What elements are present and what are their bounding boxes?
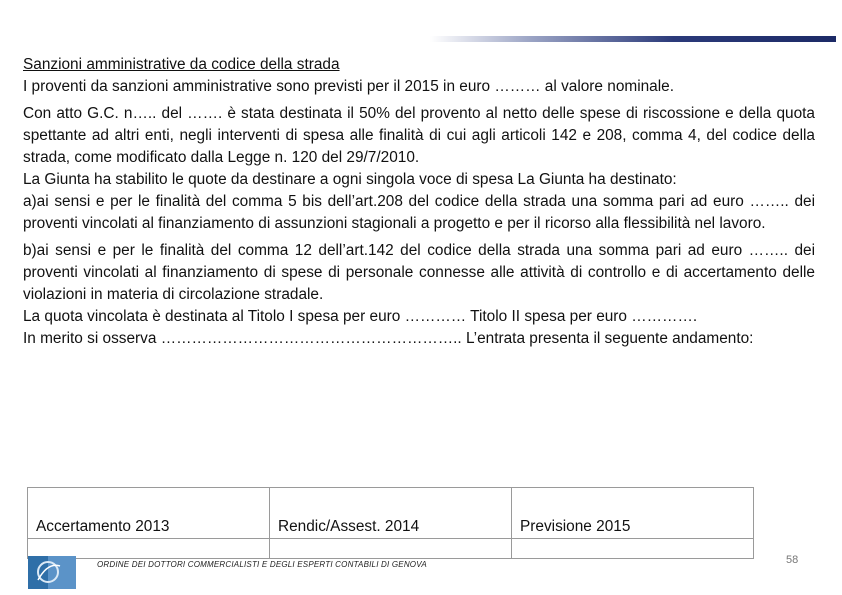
table-cell: [270, 539, 512, 559]
footer-organization: ORDINE DEI DOTTORI COMMERCIALISTI E DEGLI ESPERTI CONTABILI DI GENOVA: [97, 560, 427, 569]
table-cell: [512, 539, 754, 559]
paragraph-quota-vincolata: La quota vincolata è destinata al Titolo I spesa per euro ………… Titolo II spesa per euro ………….: [23, 308, 698, 325]
table-header-cell: Rendic/Assest. 2014: [270, 488, 512, 539]
paragraph-item-b: b)ai sensi e per le finalità del comma 12 dell’art.142 del codice della strada una somma pari ad euro …….. dei proventi vincolati al finanziamento di spese di personale connesse alle attività di controllo e di accertamento delle violazioni in materia di circolazione stradale.: [23, 242, 815, 303]
slide-title: Sanzioni amministrative da codice della strada: [23, 56, 340, 73]
paragraph-proventi: I proventi da sanzioni amministrative sono previsti per il 2015 in euro ……… al valore nominale.: [23, 78, 674, 95]
table-header-cell: Previsione 2015: [512, 488, 754, 539]
table-row: [28, 539, 754, 559]
paragraph-item-a: a)ai sensi e per le finalità del comma 5 bis dell’art.208 del codice della strada una somma pari ad euro …….. dei proventi vincolati al finanziamento di assunzioni stagionali a progetto e per il ricorso alla flessibilità nel lavoro.: [23, 193, 815, 232]
paragraph-andamento: In merito si osserva ………………………………………………….. L’entrata presenta il seguente andamento:: [23, 330, 754, 347]
slide-body: [23, 54, 815, 350]
paragraph-giunta: La Giunta ha stabilito le quote da destinare a ogni singola voce di spesa La Giunta ha destinato:: [23, 171, 677, 188]
table-header-row: [28, 488, 754, 539]
page-number: 58: [786, 554, 799, 566]
table-header-cell: Accertamento 2013: [28, 488, 270, 539]
entrate-table: [27, 487, 754, 559]
paragraph-atto-gc: Con atto G.C. n….. del ……. è stata destinata il 50% del provento al netto delle spese di riscossione e della quota spettante ad altri enti, negli interventi di spesa alle finalità di cui agli articoli 142 e 208, comma 4, del codice della strada, come modificato dalla Legge n. 120 del 29/7/2010.: [23, 105, 815, 166]
organization-logo-icon: [28, 556, 76, 589]
header-accent-bar: [430, 36, 836, 42]
